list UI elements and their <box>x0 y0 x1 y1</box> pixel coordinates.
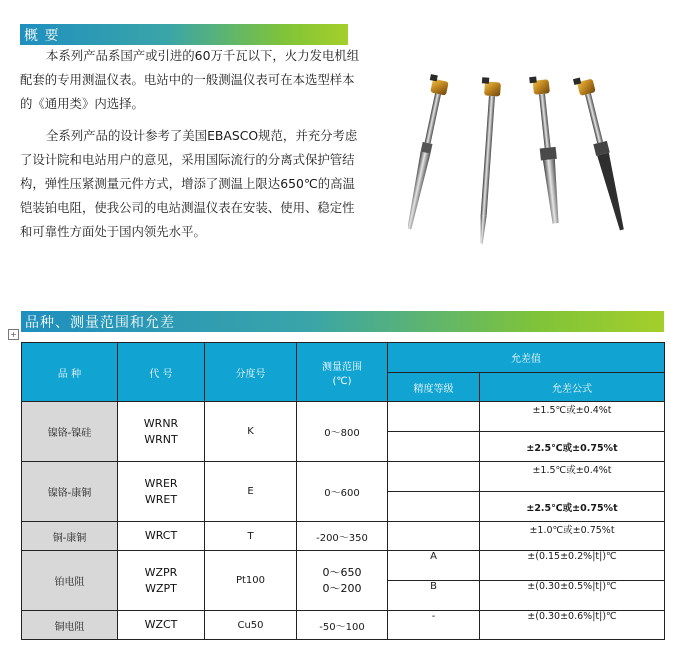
row-pt100-precision-b: B <box>388 581 480 611</box>
row-t-range: -200～350 <box>297 522 388 551</box>
row-t-graduation: T <box>205 522 297 551</box>
row-cu50-graduation: Cu50 <box>205 611 297 640</box>
row-e-range: 0～600 <box>297 462 388 522</box>
row-pt100-range-1: 0～650 <box>322 565 362 579</box>
spec-table <box>21 342 665 640</box>
row-cu50-range: -50～100 <box>297 611 388 640</box>
header-range-unit: (℃) <box>332 375 352 387</box>
overview-title: 概 要 <box>24 28 60 44</box>
row-t-precision <box>388 522 480 551</box>
row-e-code-1: WRER <box>144 476 178 490</box>
row-t-tolerance: ±1.0℃或±0.75%t <box>480 522 665 551</box>
row-cu50-code: WZCT <box>118 611 205 640</box>
overview-text <box>20 44 360 244</box>
overview-paragraph-1: 本系列产品系国产或引进的60万千瓦以下，火力发电机组配套的专用测温仪表。电站中的一般测温仪表可在本选型样本的《通用类》内选择。 <box>20 48 360 111</box>
sensor-3 <box>529 75 563 224</box>
thermocouple-product-photo <box>408 74 640 252</box>
row-e-tolerance-1: ±1.5℃或±0.4%t <box>480 462 665 492</box>
header-range-label: 测量范围 <box>322 361 362 373</box>
row-pt100-code <box>118 551 205 611</box>
row-pt100-code-1: WZPR <box>144 565 178 579</box>
row-k-tolerance-2: ±2.5℃或±0.75%t <box>480 432 665 462</box>
row-pt100-range <box>297 551 388 611</box>
row-k-tolerance-1: ±1.5℃或±0.4%t <box>480 402 665 432</box>
row-e-precision-1 <box>388 462 480 492</box>
row-e-code <box>118 462 205 522</box>
row-k-code-1: WRNR <box>143 416 179 430</box>
row-pt100-variety: 铂电阻 <box>22 551 118 611</box>
row-k-code-2: WRNT <box>144 432 178 446</box>
row-k-precision-1 <box>388 402 480 432</box>
sensor-2 <box>471 77 502 244</box>
row-cu50-precision: - <box>388 611 480 640</box>
overview-header-bar <box>20 24 348 45</box>
row-cu50-tolerance: ±(0.30±0.6%|t|)℃ <box>480 611 665 640</box>
row-e-variety: 镍铬-康铜 <box>22 462 118 522</box>
sensor-4 <box>573 75 630 233</box>
row-k-range: 0～800 <box>297 402 388 462</box>
row-e-precision-2 <box>388 492 480 522</box>
table-move-handle[interactable]: + <box>8 329 19 340</box>
header-range <box>297 343 388 402</box>
row-k-variety: 镍铬-镍硅 <box>22 402 118 462</box>
row-e-tolerance-2: ±2.5℃或±0.75%t <box>480 492 665 522</box>
header-tolerance: 允差值 <box>388 343 665 373</box>
sensor-1 <box>408 74 450 231</box>
row-t-variety: 铜-康铜 <box>22 522 118 551</box>
row-k-graduation: K <box>205 402 297 462</box>
header-precision: 精度等级 <box>388 373 480 402</box>
overview-paragraph-2: 全系列产品的设计参考了美国EBASCO规范，并充分考虑了设计院和电站用户的意见，采用国际流行的分离式保护管结构，弹性压紧测量元件方式，增添了测温上限达650℃的高温铠装铂电阻，使我公司的电站测温仪表在安装、使用、稳定性和可靠性方面处于国内领先水平。 <box>20 128 358 239</box>
row-pt100-tolerance-a: ±(0.15±0.2%|t|)℃ <box>480 551 665 581</box>
row-k-precision-2 <box>388 432 480 462</box>
row-e-code-2: WRET <box>144 492 178 506</box>
row-t-code: WRCT <box>118 522 205 551</box>
header-variety: 品 种 <box>22 343 118 402</box>
row-cu50-variety: 铜电阻 <box>22 611 118 640</box>
variety-title: 品种、测量范围和允差 <box>25 315 175 331</box>
header-graduation: 分度号 <box>205 343 297 402</box>
row-pt100-tolerance-b: ±(0.30±0.5%|t|)℃ <box>480 581 665 611</box>
row-pt100-graduation: Pt100 <box>205 551 297 611</box>
header-formula: 允差公式 <box>480 373 665 402</box>
row-k-code <box>118 402 205 462</box>
row-e-graduation: E <box>205 462 297 522</box>
variety-header-bar <box>21 311 664 332</box>
header-code: 代 号 <box>118 343 205 402</box>
row-pt100-precision-a: A <box>388 551 480 581</box>
row-pt100-code-2: WZPT <box>145 581 177 595</box>
row-pt100-range-2: 0～200 <box>322 581 362 595</box>
